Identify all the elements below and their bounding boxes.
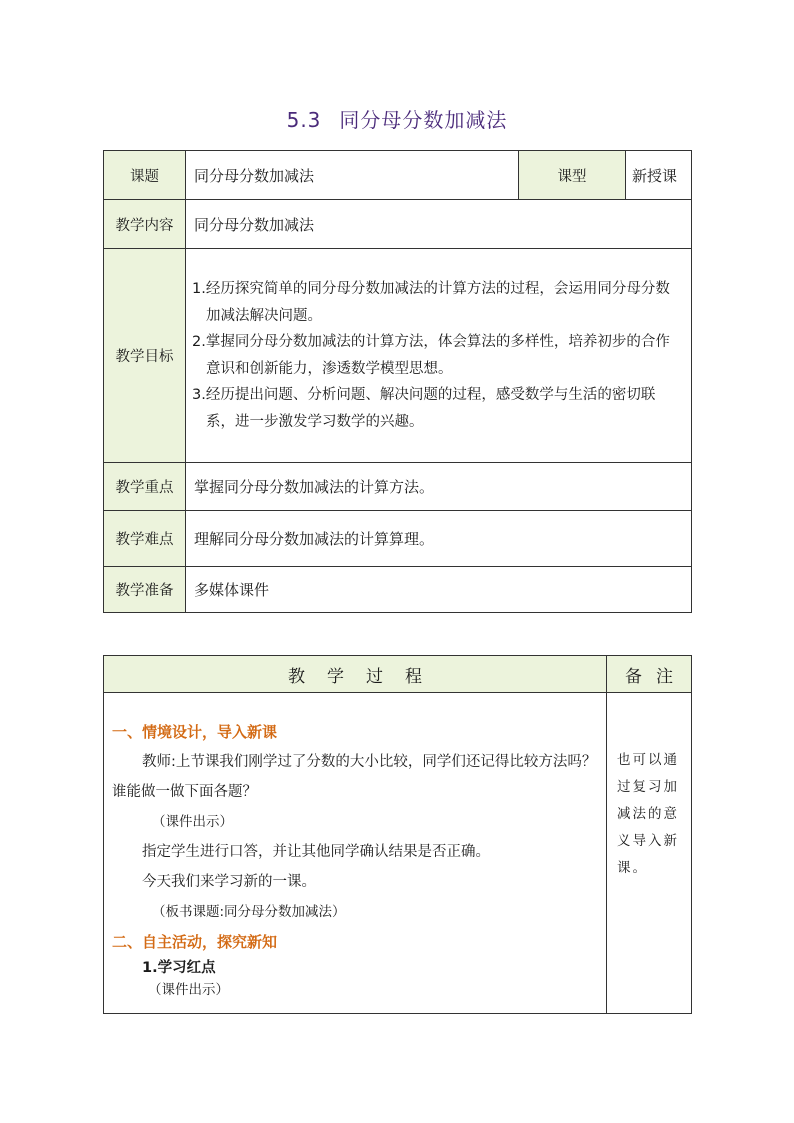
instruction-line: 指定学生进行口答，并让其他同学确认结果是否正确。: [142, 844, 490, 860]
subsection-1-title: 1.学习红点: [142, 960, 216, 976]
type-label: 课型: [519, 151, 626, 200]
key-value: 掌握同分母分数加减法的计算方法。: [186, 463, 692, 511]
topic-value: 同分母分数加减法: [186, 151, 519, 200]
process-content: [104, 693, 607, 1014]
board-note: （板书课题:同分母分数加减法）: [152, 904, 346, 920]
goals-row: [104, 249, 692, 463]
content-row: [104, 200, 692, 249]
goal-item: 1.经历探究简单的同分母分数加减法的计算方法的过程，会运用同分母分数加减法解决问题。: [192, 281, 670, 324]
goals-cell: [186, 249, 692, 463]
process-body-row: [104, 693, 692, 1014]
key-row: [104, 463, 692, 511]
prep-row: [104, 567, 692, 613]
difficulty-value: 理解同分母分数加减法的计算算理。: [186, 511, 692, 567]
courseware-note-2: （课件出示）: [148, 982, 229, 998]
key-label: 教学重点: [104, 463, 186, 511]
difficulty-label: 教学难点: [104, 511, 186, 567]
prep-value: 多媒体课件: [186, 567, 692, 613]
notes-header: 备注: [607, 656, 692, 693]
content-label: 教学内容: [104, 200, 186, 249]
goal-item: 3.经历提出问题、分析问题、解决问题的过程，感受数学与生活的密切联系，进一步激发学习数学的兴趣。: [192, 387, 656, 430]
prep-label: 教学准备: [104, 567, 186, 613]
content-value: 同分母分数加减法: [186, 200, 692, 249]
today-line: 今天我们来学习新的一课。: [142, 874, 316, 890]
section-1-title: 一、情境设计，导入新课: [112, 723, 278, 741]
courseware-note: （课件出示）: [152, 814, 233, 830]
side-note: 也可以通过复习加减法的意义导入新课。: [607, 693, 692, 1014]
title-text: 同分母分数加减法: [339, 108, 508, 132]
topic-row: [104, 151, 692, 200]
teacher-line: 教师:上节课我们刚学过了分数的大小比较，同学们还记得比较方法吗？谁能做一做下面各题？: [112, 754, 597, 800]
page-title: [0, 104, 794, 133]
lesson-info-table: [103, 150, 692, 613]
type-value: 新授课: [626, 151, 692, 200]
topic-label: 课题: [104, 151, 186, 200]
process-header-row: [104, 656, 692, 693]
section-2-title: 二、自主活动，探究新知: [112, 933, 278, 951]
goals-label: 教学目标: [104, 249, 186, 463]
title-number: 5.3: [286, 108, 322, 132]
process-header: 教学过程: [104, 656, 607, 693]
difficulty-row: [104, 511, 692, 567]
goal-item: 2.掌握同分母分数加减法的计算方法，体会算法的多样性，培养初步的合作意识和创新能力，渗透数学模型思想。: [192, 334, 670, 377]
teaching-process-table: [103, 655, 692, 1014]
